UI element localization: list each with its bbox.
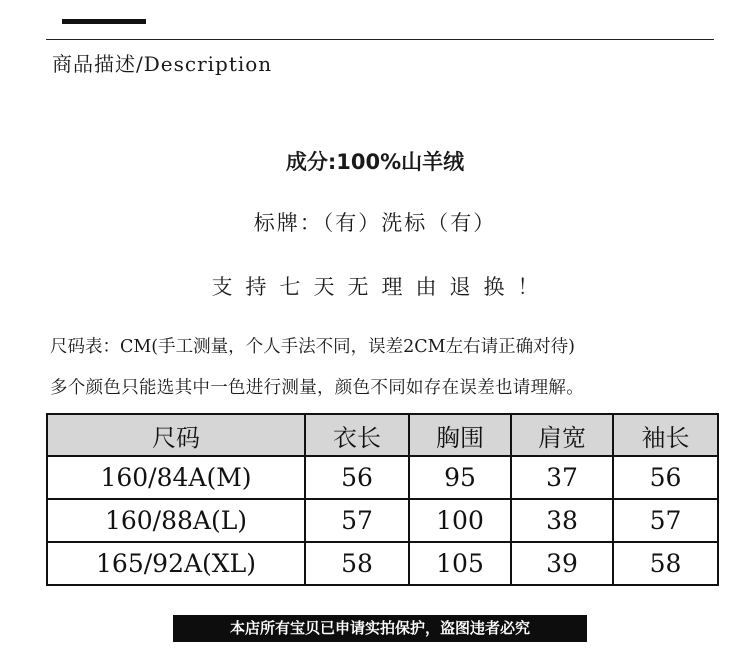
table-row bbox=[47, 499, 718, 542]
header-length: 衣长 bbox=[305, 414, 409, 456]
length-cell: 58 bbox=[305, 542, 409, 585]
accent-bar bbox=[62, 19, 146, 24]
size-table bbox=[46, 413, 719, 586]
header-sleeve: 袖长 bbox=[613, 414, 718, 456]
chest-cell: 105 bbox=[409, 542, 511, 585]
label-info-line: 标牌：（有）洗标（有） bbox=[253, 211, 497, 235]
sleeve-cell: 57 bbox=[613, 499, 718, 542]
size-cell: 165/92A(XL) bbox=[47, 542, 305, 585]
shoulder-cell: 38 bbox=[511, 499, 613, 542]
length-cell: 57 bbox=[305, 499, 409, 542]
header-size: 尺码 bbox=[47, 414, 305, 456]
length-cell: 56 bbox=[305, 456, 409, 499]
size-cell: 160/84A(M) bbox=[47, 456, 305, 499]
return-policy-line: 支持七天无理由退换！ bbox=[211, 275, 552, 299]
divider-line bbox=[46, 39, 714, 40]
size-note-line1: 尺码表：CM(手工测量，个人手法不同，误差2CM左右请正确对待) bbox=[50, 337, 575, 357]
size-note-line2: 多个颜色只能选其中一色进行测量，颜色不同如存在误差也请理解。 bbox=[50, 378, 584, 398]
table-row bbox=[47, 456, 718, 499]
sleeve-cell: 56 bbox=[613, 456, 718, 499]
composition-line: 成分:100%山羊绒 bbox=[285, 150, 465, 174]
section-heading: 商品描述/Description bbox=[52, 52, 273, 76]
copyright-notice: 本店所有宝贝已申请实拍保护，盗图违者必究 bbox=[173, 615, 587, 642]
header-chest: 胸围 bbox=[409, 414, 511, 456]
shoulder-cell: 39 bbox=[511, 542, 613, 585]
table-row bbox=[47, 542, 718, 585]
table-header-row bbox=[47, 414, 718, 456]
shoulder-cell: 37 bbox=[511, 456, 613, 499]
chest-cell: 100 bbox=[409, 499, 511, 542]
chest-cell: 95 bbox=[409, 456, 511, 499]
size-cell: 160/88A(L) bbox=[47, 499, 305, 542]
header-shoulder: 肩宽 bbox=[511, 414, 613, 456]
sleeve-cell: 58 bbox=[613, 542, 718, 585]
